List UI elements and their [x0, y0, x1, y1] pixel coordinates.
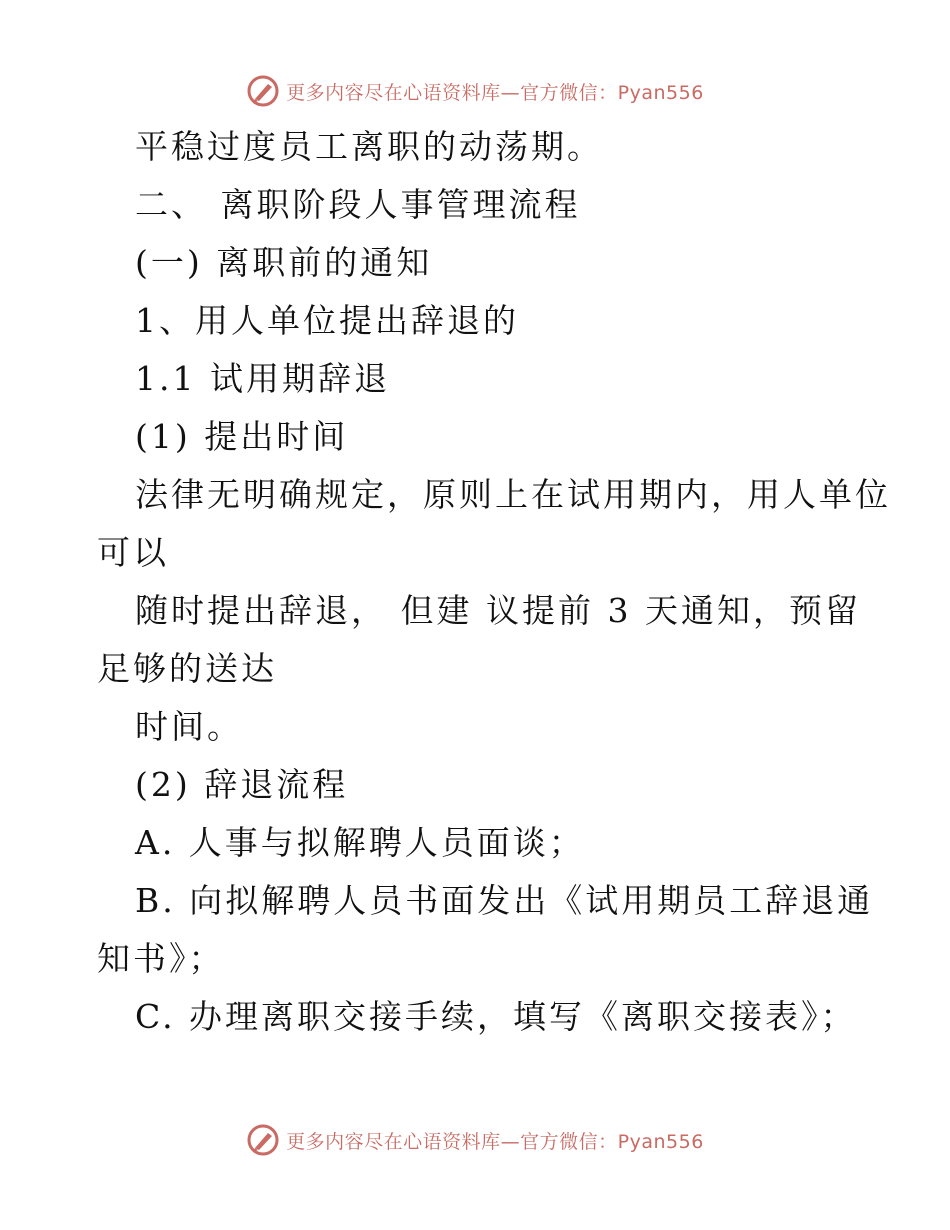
item-heading: (2) 辞退流程 — [135, 765, 349, 804]
item-heading: 1、用人单位提出辞退的 — [135, 301, 519, 340]
section-heading: 二、 离职阶段人事管理流程 — [135, 185, 581, 224]
list-item: B. 向拟解聘人员书面发出《试用期员工辞退通 — [135, 881, 874, 920]
header-watermark — [0, 71, 950, 111]
paragraph-line: 平稳过度员工离职的动荡期。 — [135, 127, 603, 166]
subsection-heading: (一) 离职前的通知 — [135, 243, 433, 282]
watermark-text: 更多内容尽在心语资料库—官方微信：Pyan556 — [286, 1130, 704, 1153]
item-heading: 1.1 试用期辞退 — [135, 359, 390, 398]
paragraph-line: 时间。 — [135, 707, 243, 746]
pen-logo-icon — [246, 1123, 280, 1157]
list-item: A. 人事与拟解聘人员面谈； — [135, 823, 585, 862]
paragraph-line: 法律无明确规定，原则上在试用期内，用人单位 — [135, 475, 891, 514]
watermark-text: 更多内容尽在心语资料库—官方微信：Pyan556 — [286, 81, 704, 104]
pen-logo-icon — [246, 74, 280, 108]
item-heading: (1) 提出时间 — [135, 417, 349, 456]
paragraph-line: 足够的送达 — [97, 649, 277, 688]
paragraph-line: 随时提出辞退， 但建 议提前 3 天通知，预留 — [135, 591, 861, 630]
footer-watermark — [0, 1120, 950, 1160]
list-item-continuation: 知书》； — [97, 939, 225, 978]
list-item: C. 办理离职交接手续，填写《离职交接表》； — [135, 997, 857, 1036]
paragraph-line: 可以 — [97, 533, 169, 572]
